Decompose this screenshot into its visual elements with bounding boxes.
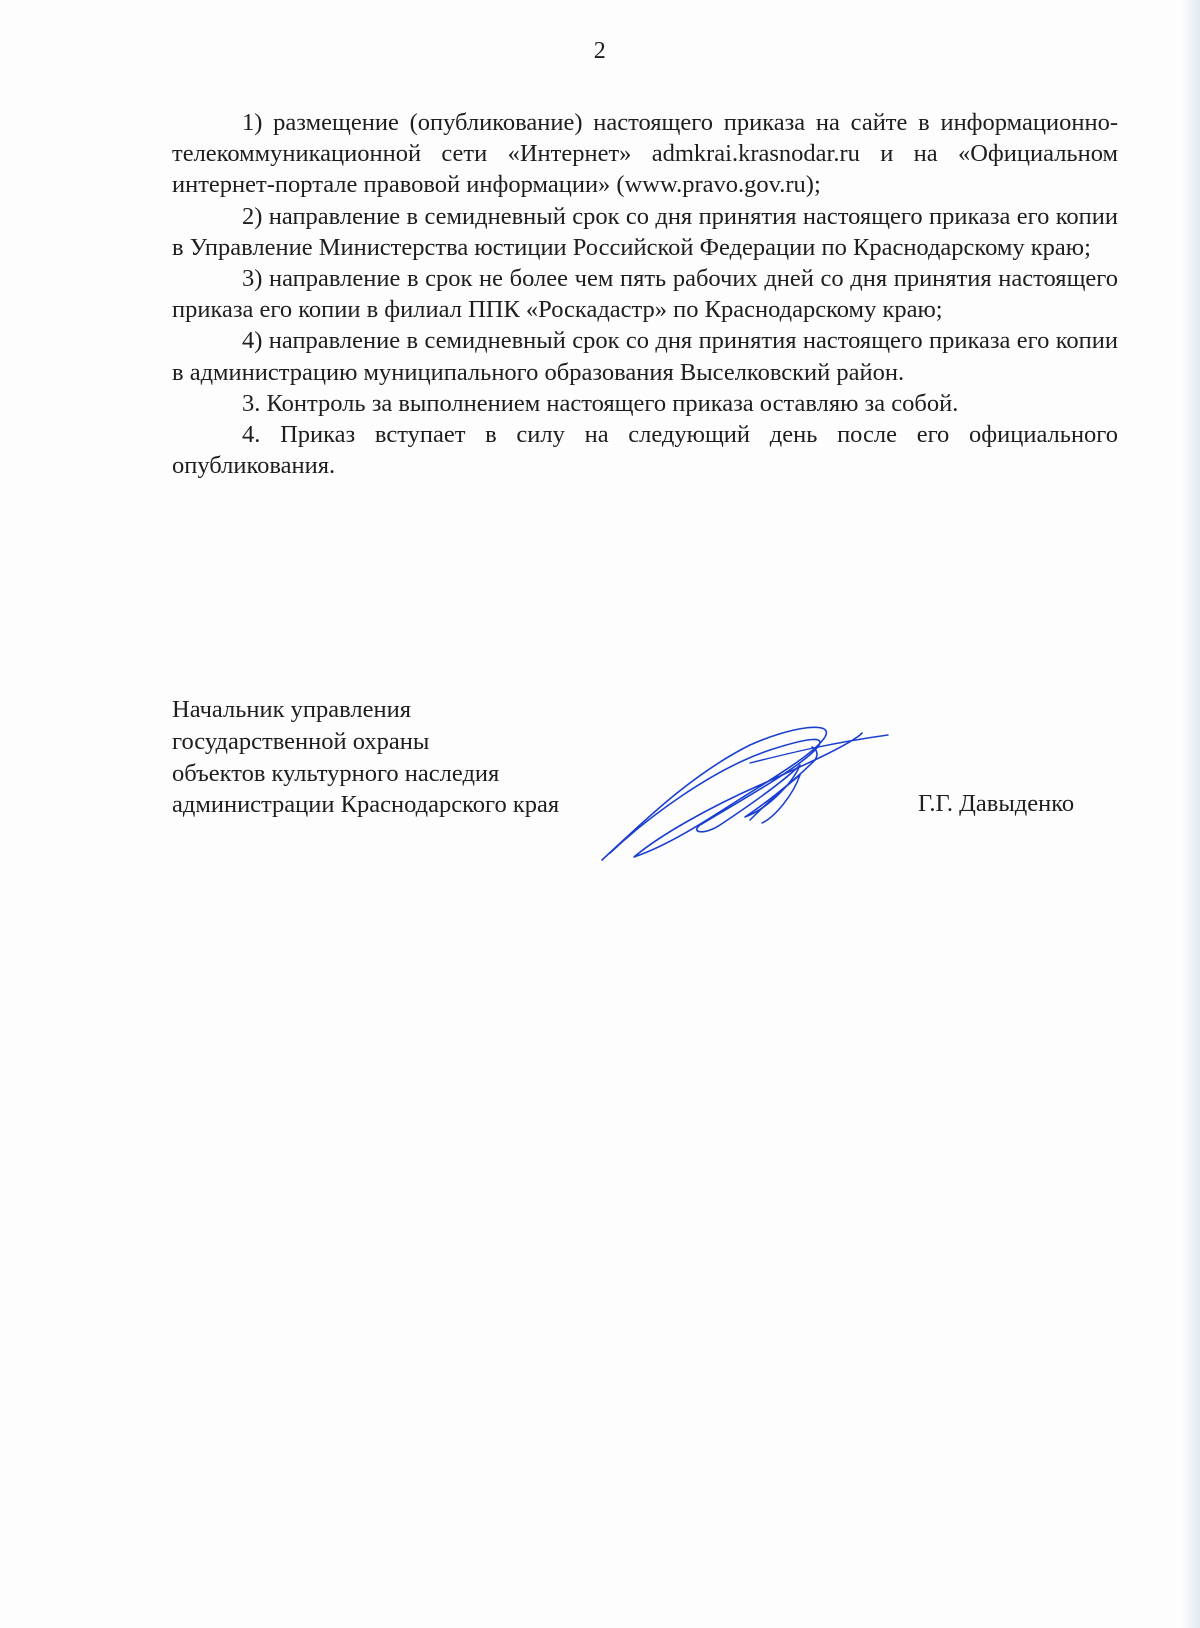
paragraph-item-1: 1) размещение (опубликование) настоящего приказа на сайте в информационно-телекоммуникационной сети «Интернет» admkrai.krasnodar.ru и на «Официальном интернет-портале правовой информации» (www.pravo.gov.ru); <box>172 109 1118 199</box>
scan-edge-shadow <box>1182 0 1200 1628</box>
paragraph-item-3: 3) направление в срок не более чем пять рабочих дней со дня принятия настоящего приказа его копии в филиал ППК «Роскадастр» по Краснодарскому краю; <box>172 265 1118 324</box>
signer-position-line: государственной охраны <box>172 727 430 755</box>
signer-position-line: Начальник управления <box>172 696 411 723</box>
signer-name: Г.Г. Давыденко <box>918 790 1075 817</box>
handwritten-signature <box>600 725 890 875</box>
signer-position <box>172 694 559 821</box>
paragraph-effective-date: 4. Приказ вступает в силу на следующий день после его официального опубликования. <box>172 421 1118 480</box>
document-body <box>172 107 1118 481</box>
paragraph-item-4: 4) направление в семидневный срок со дня принятия настоящего приказа его копии в администрацию муниципального образования Выселковский район. <box>172 327 1118 386</box>
page-number: 2 <box>593 38 607 64</box>
paragraph-control: 3. Контроль за выполнением настоящего приказа оставляю за собой. <box>242 389 959 417</box>
signer-position-line: объектов культурного наследия <box>172 759 500 787</box>
paragraph-item-2: 2) направление в семидневный срок со дня принятия настоящего приказа его копии в Управление Министерства юстиции Российской Федерации по Краснодарскому краю; <box>172 202 1118 261</box>
signer-position-line: администрации Краснодарского края <box>172 791 560 819</box>
signature-stroke <box>602 727 862 860</box>
